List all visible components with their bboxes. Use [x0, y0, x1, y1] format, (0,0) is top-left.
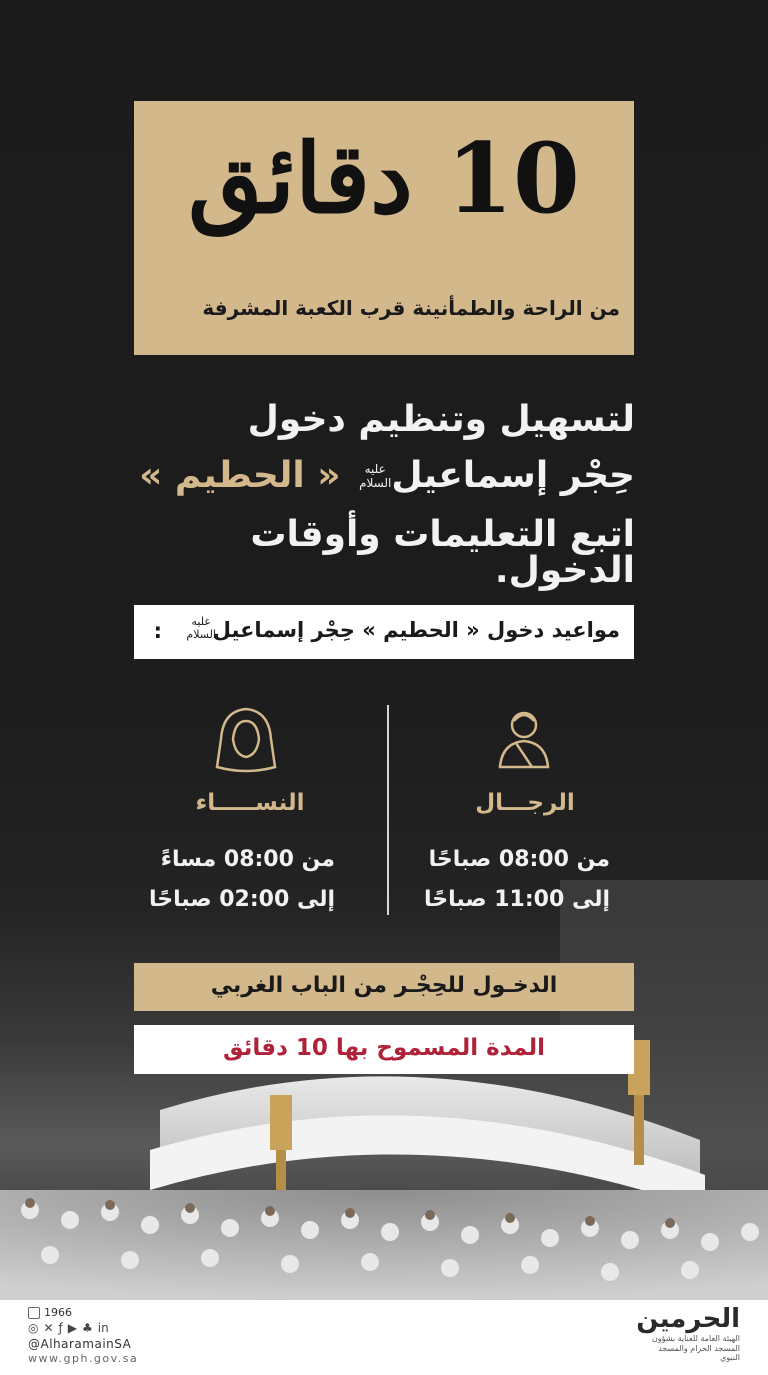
women-label: النســـــاء — [195, 790, 305, 816]
contact-block — [28, 1306, 138, 1365]
phone-number[interactable]: 1966 — [44, 1306, 72, 1319]
page-title: 10 دقائق — [188, 122, 580, 235]
intro-line-2 — [110, 455, 635, 496]
men-from-time: من 08:00 صباحًا — [428, 847, 610, 872]
hateem-name: « الحطيم » — [139, 455, 341, 496]
facebook-icon[interactable]: ƒ — [58, 1321, 63, 1335]
hijr-crowd-photo — [0, 880, 768, 1300]
social-icons — [28, 1321, 138, 1335]
man-icon — [492, 705, 556, 773]
linkedin-icon[interactable]: in — [97, 1321, 109, 1335]
logo-subtitle: الهيئة العامة للعناية بشؤون المسجد الحرام والمسجد النبوي — [651, 1334, 740, 1363]
duration-text: المدة المسموح بها 10 دقائق — [223, 1035, 545, 1061]
women-column — [135, 705, 365, 925]
youtube-icon[interactable]: ▶ — [67, 1321, 78, 1335]
snapchat-icon[interactable]: ♣ — [82, 1321, 93, 1335]
website-link[interactable]: www.gph.gov.sa — [28, 1352, 139, 1365]
women-to-time: إلى 02:00 صباحًا — [148, 887, 335, 912]
x-icon[interactable]: ✕ — [43, 1321, 54, 1335]
men-label: الرجـــال — [475, 790, 575, 816]
intro-line-3: اتبع التعليمات وأوقات الدخول. — [250, 514, 635, 591]
schedule-heading: مواعيد دخول « الحطيم » حِجْر إسماعيل — [212, 618, 620, 642]
woman-icon — [211, 705, 281, 779]
men-to-time: إلى 11:00 صباحًا — [423, 887, 610, 912]
duration-bar — [134, 1025, 634, 1074]
schedule-pbuh-mark: عليه السلام — [186, 615, 216, 641]
schedule-heading-bar — [134, 605, 634, 659]
logo-name: الحرمين — [636, 1304, 740, 1334]
phone-icon — [28, 1307, 40, 1319]
schedule-colon: : — [153, 619, 162, 643]
phone-row — [28, 1306, 138, 1319]
entry-info-bar — [134, 963, 634, 1011]
women-from-time: من 08:00 مساءً — [160, 847, 335, 872]
pbuh-mark: عليه السلام — [359, 462, 392, 490]
hijr-name: حِجْر إسماعيل — [391, 455, 635, 496]
intro-line-1: لتسهيل وتنظيم دخول — [247, 399, 635, 440]
page-subtitle: من الراحة والطمأنينة قرب الكعبة المشرفة — [202, 296, 620, 320]
instagram-icon[interactable]: ◎ — [28, 1321, 39, 1335]
column-divider — [387, 705, 389, 915]
social-handle[interactable]: @AlharamainSA — [28, 1337, 132, 1351]
alharamain-logo — [636, 1304, 740, 1363]
entry-text: الدخـول للحِجْـر من الباب الغربي — [210, 973, 558, 998]
footer — [0, 1300, 768, 1375]
men-column — [410, 705, 640, 925]
